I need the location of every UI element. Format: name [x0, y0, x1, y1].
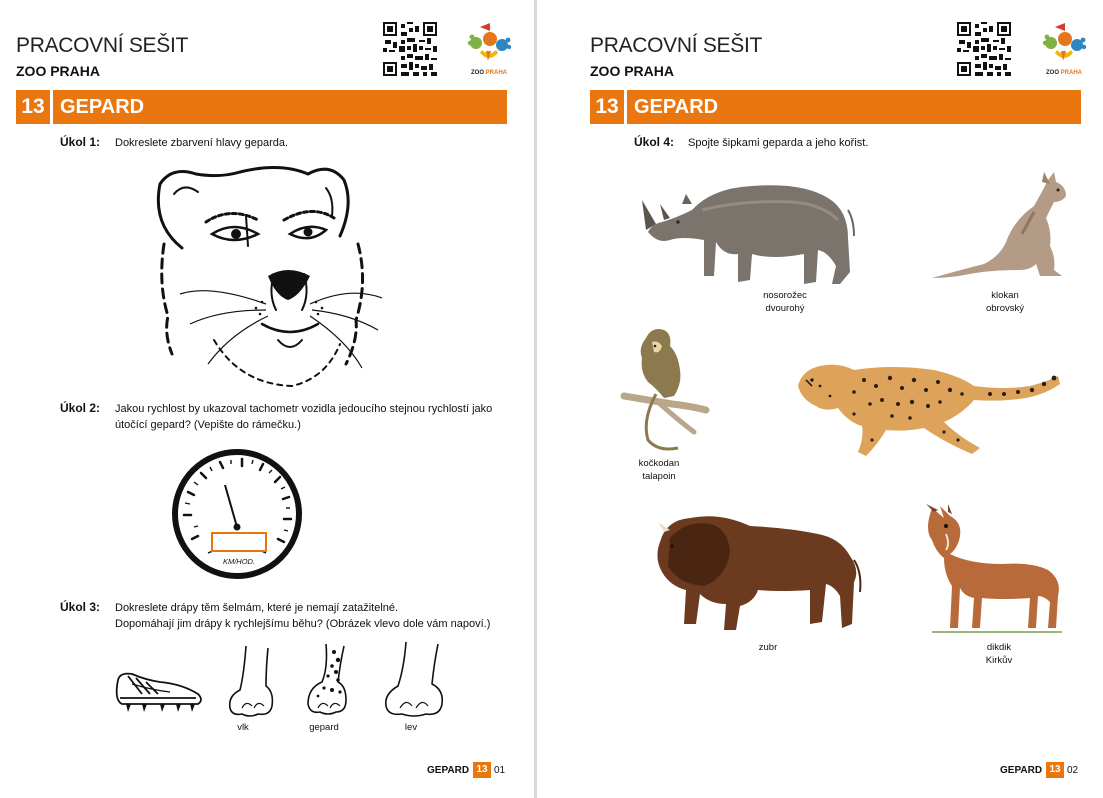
- header-title: PRACOVNÍ SEŠIT: [590, 34, 763, 57]
- page-divider: [534, 0, 537, 798]
- task4-label: Úkol 4:: [634, 135, 675, 149]
- lion-paw-drawing: [380, 640, 446, 720]
- worksheet-page-right: [538, 0, 1103, 798]
- task2-text: Jakou rychlost by ukazoval tachometr vozidla jedoucího stejnou rychlostí jako útočící gepard? (Vepište do rámečku.): [115, 403, 493, 431]
- dikdik-image[interactable]: [922, 504, 1076, 636]
- speed-answer-box[interactable]: [212, 533, 266, 551]
- zoo-praha-logo-icon: [1041, 18, 1087, 78]
- cheetah-paw-drawing: [300, 642, 350, 720]
- footer-number: 13: [473, 762, 491, 778]
- bison-image[interactable]: [650, 512, 864, 636]
- section-number: 13: [21, 95, 45, 118]
- header-subtitle: ZOO PRAHA: [16, 63, 100, 79]
- footer-name: GEPARD: [1000, 765, 1043, 776]
- header-subtitle: ZOO PRAHA: [590, 63, 674, 79]
- spiked-shoe-drawing: [112, 670, 206, 718]
- footer-page: 01: [494, 765, 506, 776]
- task4-text: Spojte šipkami geparda a jeho kořist.: [688, 137, 869, 149]
- section-title: GEPARD: [634, 96, 719, 118]
- bison-label: zubr: [758, 642, 778, 653]
- rhino-image[interactable]: [642, 180, 856, 288]
- kangaroo-image[interactable]: [930, 172, 1072, 284]
- wolf-paw-drawing: [226, 644, 276, 720]
- talapoin-monkey-image[interactable]: [618, 324, 710, 454]
- footer-number: 13: [1046, 762, 1064, 778]
- paw-label-cheetah: gepard: [309, 722, 339, 733]
- footer-page: 02: [1067, 765, 1079, 776]
- paw-label-lion: lev: [404, 722, 418, 733]
- monkey-label: kočkodan talapoin: [638, 458, 680, 482]
- logo-text: ZOO PRAHA: [471, 70, 508, 76]
- qr-code-icon: [383, 22, 437, 76]
- section-number: 13: [595, 95, 619, 118]
- section-banner: [590, 90, 1081, 124]
- section-title: GEPARD: [60, 96, 145, 118]
- cheetah-head-drawing: [150, 164, 390, 396]
- task1-label: Úkol 1:: [60, 135, 101, 149]
- worksheet-page-left: [0, 0, 533, 798]
- header-title: PRACOVNÍ SEŠIT: [16, 34, 189, 57]
- speedometer-gauge: [170, 447, 304, 581]
- section-banner: [16, 90, 507, 124]
- rhino-label: nosorožec dvourohý: [763, 290, 807, 314]
- kangaroo-label: klokan obrovský: [985, 290, 1024, 314]
- task3-label: Úkol 3:: [60, 600, 101, 614]
- gauge-unit-label: KM/HOD.: [222, 557, 256, 566]
- dikdik-label: dikdik Kirkův: [985, 642, 1013, 666]
- zoo-praha-logo-icon: [466, 18, 512, 78]
- cheetah-image[interactable]: [794, 356, 1062, 464]
- task1-text: Dokreslete zbarvení hlavy geparda.: [115, 137, 289, 149]
- task2-label: Úkol 2:: [60, 401, 101, 415]
- logo-text: ZOO PRAHA: [1046, 70, 1083, 76]
- task3-text: Dokreslete drápy těm šelmám, které je nemají zatažitelné. Dopomáhají jim drápy k rychlejšímu běhu? (Obrázek vlevo dole vám napoví.): [115, 602, 491, 630]
- footer-name: GEPARD: [427, 765, 470, 776]
- qr-code-icon: [957, 22, 1011, 76]
- paw-label-wolf: vlk: [237, 722, 249, 733]
